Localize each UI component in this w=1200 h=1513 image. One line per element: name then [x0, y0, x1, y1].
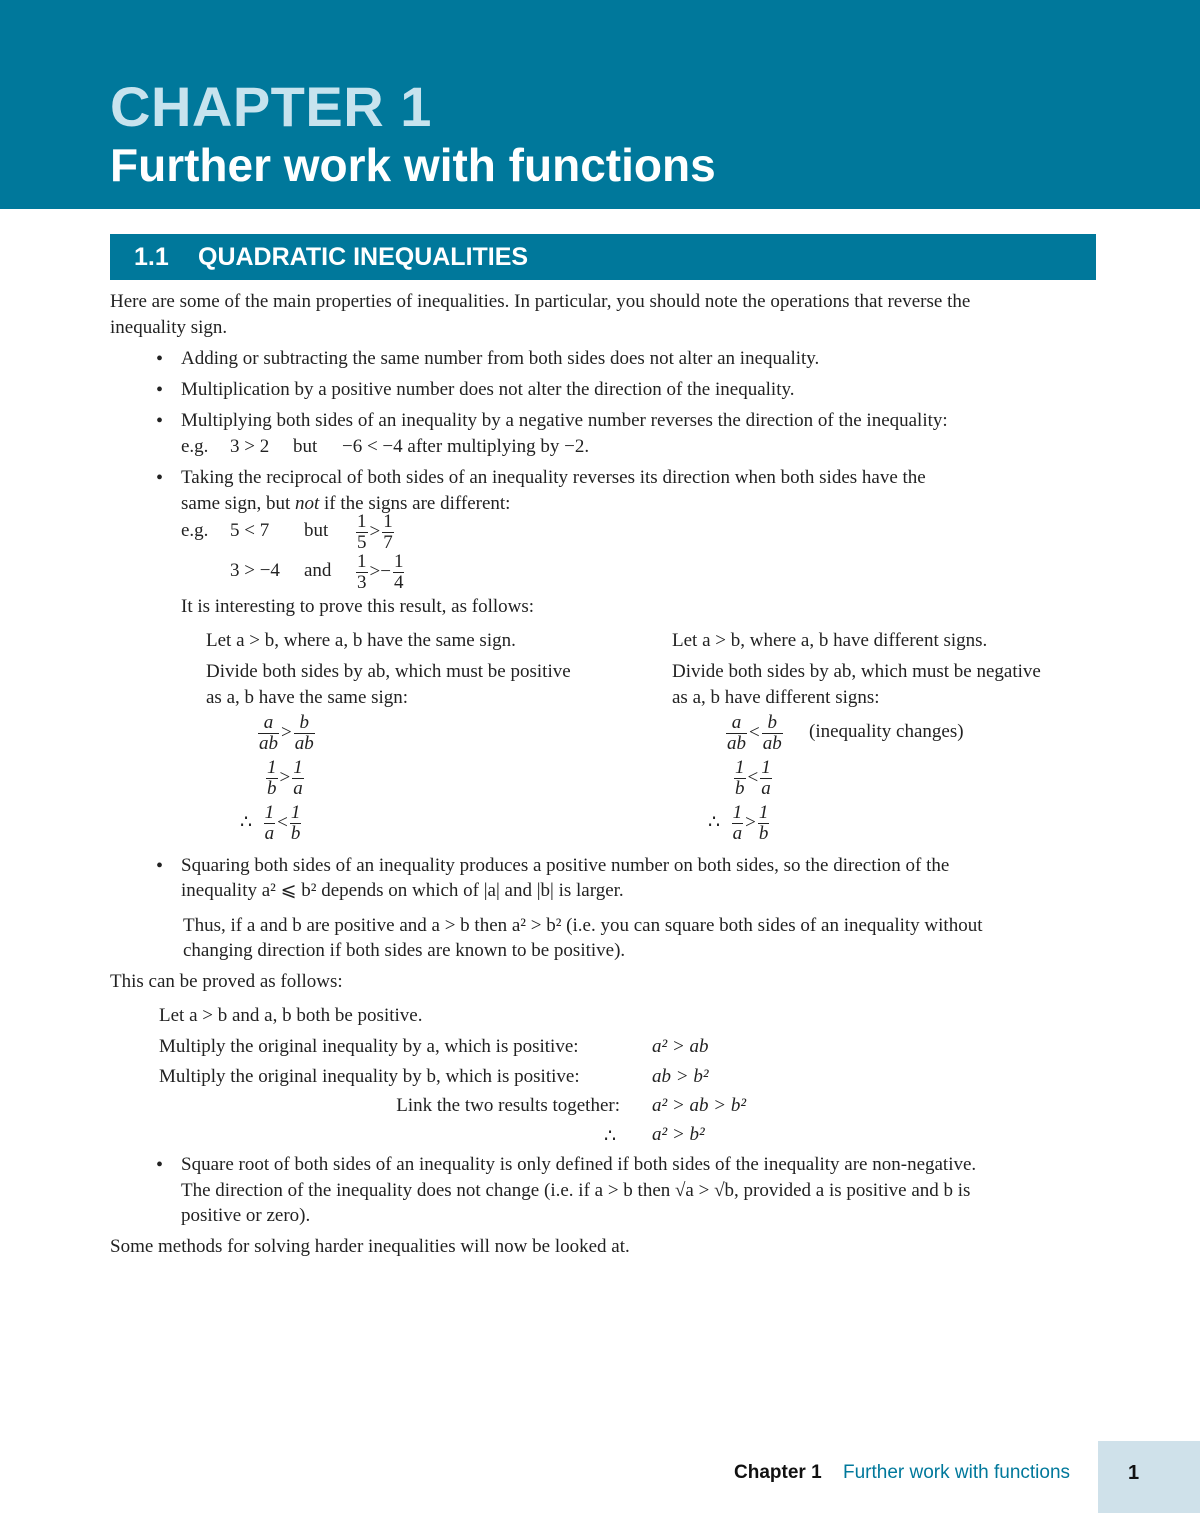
proof2-therefore: ∴: [604, 1126, 617, 1147]
footer-chapter: Chapter 1: [734, 1462, 822, 1483]
section-title: QUADRATIC INEQUALITIES: [198, 243, 529, 271]
intro-line-1: Here are some of the main properties of inequalities. In particular, you should note the operations that reverse the: [110, 291, 971, 312]
bullet-sqrt-line-1: Square root of both sides of an inequality is only defined if both sides of the inequality are non-negative.: [181, 1154, 977, 1175]
bullet-squaring-line-1: Squaring both sides of an inequality produces a positive number on both sides, so the direction of the: [181, 855, 950, 876]
proof-same-sign-step-2: $\frac{1}{b}$ > $\frac{1}{a}$: [267, 757, 303, 799]
proof-same-sign-line-2: Divide both sides by ab, which must be positive: [206, 661, 571, 682]
proof2-final-result: a² > b²: [652, 1124, 705, 1145]
proof2-step-2-result: ab > b²: [652, 1066, 709, 1087]
section-heading: [110, 234, 1096, 280]
page-number: 1: [1128, 1462, 1140, 1484]
proof-different-sign-step-1: $\frac{a}{ab}$ < $\frac{b}{ab}$: [727, 712, 782, 754]
bullet-marker: •: [156, 855, 164, 877]
proof2-step-1-result: a² > ab: [652, 1036, 709, 1057]
bullet-marker: •: [156, 1154, 164, 1176]
proof-different-sign-line-3: as a, b have different signs:: [672, 687, 880, 708]
proof2-let: Let a > b and a, b both be positive.: [159, 1005, 423, 1026]
chapter-banner: [0, 0, 1200, 209]
bullet-negative-eg: e.g.: [181, 436, 209, 457]
section-number: 1.1: [134, 243, 169, 271]
page-number-box: [1098, 1441, 1200, 1513]
proof-same-sign-line-3: as a, b have the same sign:: [206, 687, 409, 708]
proof2-intro: This can be proved as follows:: [110, 971, 343, 992]
proof-different-sign-note: (inequality changes): [809, 721, 964, 742]
bullet-reciprocal-line-1: Taking the reciprocal of both sides of an inequality reverses its direction when both sides have the: [181, 467, 926, 488]
squaring-thus-line-2: changing direction if both sides are known to be positive).: [183, 940, 626, 961]
reciprocal-ex1-but: but: [304, 520, 329, 541]
proof2-step-2-text: Multiply the original inequality by b, which is positive:: [159, 1066, 580, 1087]
bullet-negative-left: 3 > 2: [230, 436, 270, 457]
chapter-title: Further work with functions: [110, 139, 716, 191]
bullet-negative-but: but: [293, 436, 318, 457]
reciprocal-ex2-and: and: [304, 560, 332, 581]
proof-different-sign-step-2: $\frac{1}{b}$ < $\frac{1}{a}$: [735, 757, 771, 799]
proof-different-sign-line-1: Let a > b, where a, b have different signs.: [672, 630, 988, 651]
proof2-step-3-text: Link the two results together:: [396, 1095, 620, 1116]
bullet-marker: •: [156, 467, 164, 489]
reciprocal-interesting: It is interesting to prove this result, as follows:: [181, 596, 535, 617]
bullet-negative-right: −6 < −4 after multiplying by −2.: [342, 436, 590, 457]
reciprocal-eg: e.g.: [181, 520, 209, 541]
chapter-label: CHAPTER 1: [110, 75, 432, 138]
bullet-multiplication: Multiplication by a positive number does not alter the direction of the inequality.: [181, 379, 795, 400]
proof-same-sign-line-1: Let a > b, where a, b have the same sign.: [206, 630, 516, 651]
bullet-sqrt-line-2: The direction of the inequality does not change (i.e. if a > b then √a > √b, provided a is positive and b is: [181, 1180, 971, 1201]
proof2-step-3-result: a² > ab > b²: [652, 1095, 747, 1116]
proof-same-sign-step-3: ∴ $\frac{1}{a}$ < $\frac{1}{b}$: [240, 802, 301, 844]
bullet-negative-line-1: Multiplying both sides of an inequality by a negative number reverses the direction of the inequality:: [181, 410, 948, 431]
bullet-marker: •: [156, 379, 164, 401]
closing-sentence: Some methods for solving harder inequalities will now be looked at.: [110, 1236, 630, 1257]
bullet-reciprocal-line-2: same sign, but not if the signs are different:: [181, 493, 511, 514]
proof-different-sign-step-3: ∴ $\frac{1}{a}$ > $\frac{1}{b}$: [708, 802, 769, 844]
proof-different-sign-line-2: Divide both sides by ab, which must be negative: [672, 661, 1041, 682]
reciprocal-ex2-left: 3 > −4: [230, 560, 280, 581]
bullet-marker: •: [156, 348, 164, 370]
squaring-thus-line-1: Thus, if a and b are positive and a > b then a² > b² (i.e. you can square both sides of an inequality without: [183, 915, 983, 936]
bullet-squaring-line-2: inequality a² ⩽ b² depends on which of |a| and |b| is larger.: [181, 880, 624, 901]
footer-title: Further work with functions: [843, 1462, 1071, 1483]
proof2-step-1-text: Multiply the original inequality by a, which is positive:: [159, 1036, 579, 1057]
bullet-adding: Adding or subtracting the same number from both sides does not alter an inequality.: [181, 348, 820, 369]
bullet-sqrt-line-3: positive or zero).: [181, 1205, 311, 1226]
proof-same-sign-step-1: $\frac{a}{ab}$ > $\frac{b}{ab}$: [259, 712, 314, 754]
intro-line-2: inequality sign.: [110, 317, 228, 338]
reciprocal-ex2-fraction: $\frac{1}{3}$ >− $\frac{1}{4}$: [357, 551, 404, 593]
reciprocal-ex1-left: 5 < 7: [230, 520, 270, 541]
reciprocal-ex1-fraction: $\frac{1}{5}$ > $\frac{1}{7}$: [357, 511, 393, 553]
bullet-marker: •: [156, 410, 164, 432]
